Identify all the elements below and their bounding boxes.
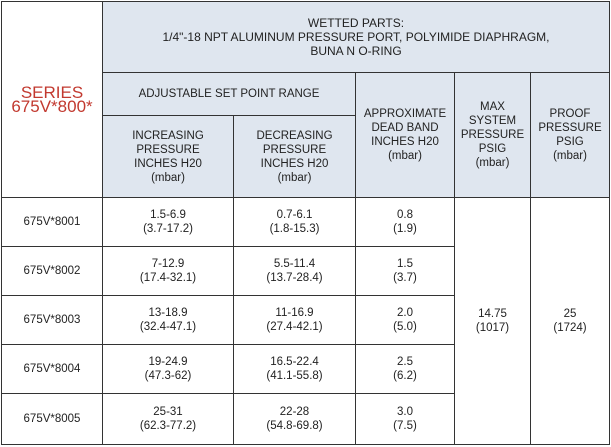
decreasing-cell (234, 198, 356, 247)
dead-band-value: 1.5 (397, 258, 413, 270)
decreasing-h1: DECREASING (256, 129, 333, 142)
dead-band-value: 2.0 (397, 307, 413, 319)
increasing-cell (103, 247, 234, 296)
dead-band-h4: (mbar) (388, 150, 422, 162)
decreasing-cell (234, 296, 356, 345)
max-system-value: 14.75 (478, 308, 507, 320)
increasing-mbar: (47.3-62) (144, 370, 192, 382)
decreasing-mbar: (41.1-55.8) (266, 370, 323, 382)
model-cell: 675V*8002 (2, 247, 103, 296)
increasing-value: 25-31 (153, 406, 183, 418)
increasing-h2: PRESSURE (136, 143, 200, 156)
decreasing-value: 11-16.9 (275, 307, 314, 319)
model-cell: 675V*8003 (2, 296, 103, 345)
increasing-value: 1.5-6.9 (150, 209, 186, 221)
series-cell (2, 2, 103, 198)
max-system-h5: (mbar) (475, 157, 510, 169)
increasing-value: 19-24.9 (148, 356, 188, 368)
dead-band-cell (356, 345, 455, 394)
proof-value: 25 (563, 308, 577, 320)
dead-band-h1: APPROXIMATE (363, 108, 447, 120)
model-cell: 675V*8004 (2, 345, 103, 394)
increasing-h1: INCREASING (132, 129, 204, 142)
increasing-mbar: (62.3-77.2) (139, 420, 197, 432)
dead-band-value: 2.5 (397, 356, 413, 368)
model-cell: 675V*8001 (2, 198, 103, 247)
series-label: SERIES (20, 82, 84, 102)
increasing-mbar: (32.4-47.1) (139, 321, 197, 333)
spec-table-container (1, 1, 610, 445)
spec-table (1, 1, 610, 445)
proof-h2: PRESSURE (538, 122, 602, 134)
max-system-h4: PSIG (478, 143, 507, 155)
decreasing-value: 22-28 (279, 406, 310, 418)
dead-band-value: 0.8 (397, 209, 413, 221)
dead-band-cell (356, 296, 455, 345)
increasing-cell (103, 345, 234, 394)
decreasing-h2: PRESSURE (262, 143, 327, 156)
dead-band-cell (356, 247, 455, 296)
max-system-h1: MAX (480, 101, 505, 113)
proof-mbar: (1724) (553, 322, 587, 334)
dead-band-value: 3.0 (397, 406, 413, 418)
increasing-cell (103, 394, 234, 445)
max-system-h2: SYSTEM (468, 115, 517, 127)
dead-band-mbar: (1.9) (393, 223, 417, 235)
wetted-line-3: BUNA N O-RING (310, 44, 402, 58)
decreasing-cell (234, 345, 356, 394)
increasing-mbar: (17.4-32.1) (139, 272, 197, 284)
decreasing-value: 0.7-6.1 (276, 209, 313, 221)
wetted-title: WETTED PARTS: (307, 16, 405, 30)
dead-band-mbar: (7.5) (393, 420, 417, 432)
wetted-parts-header (103, 2, 610, 73)
decreasing-mbar: (13.7-28.4) (266, 272, 323, 284)
decreasing-h3: INCHES H20 (260, 157, 329, 170)
table-row (2, 198, 610, 247)
decreasing-pressure-header (234, 116, 356, 198)
decreasing-cell (234, 394, 356, 445)
dead-band-mbar: (3.7) (393, 272, 417, 284)
increasing-pressure-header (103, 116, 234, 198)
proof-pressure-cell (531, 198, 610, 445)
proof-h4: (mbar) (553, 150, 587, 162)
adjustable-set-point-header: ADJUSTABLE SET POINT RANGE (103, 73, 356, 116)
dead-band-mbar: (5.0) (393, 321, 417, 333)
increasing-value: 7-12.9 (151, 258, 185, 270)
decreasing-cell (234, 247, 356, 296)
decreasing-value: 16.5-22.4 (270, 356, 319, 368)
max-system-header (455, 73, 531, 198)
decreasing-mbar: (54.8-69.8) (266, 420, 323, 432)
decreasing-mbar: (27.4-42.1) (266, 321, 323, 333)
wetted-line-2: 1/4"-18 NPT ALUMINUM PRESSURE PORT, POLYIMIDE DIAPHRAGM, (162, 30, 550, 44)
dead-band-cell (356, 394, 455, 445)
dead-band-h3: INCHES H20 (371, 136, 439, 148)
increasing-value: 13-18.9 (148, 307, 188, 319)
dead-band-cell (356, 198, 455, 247)
max-system-cell (455, 198, 531, 445)
increasing-h4: (mbar) (151, 171, 185, 184)
increasing-mbar: (3.7-17.2) (143, 223, 193, 235)
proof-h3: PSIG (556, 136, 584, 148)
max-system-h3: PRESSURE (460, 129, 525, 141)
series-code: 675V*800* (11, 96, 93, 116)
dead-band-mbar: (6.2) (393, 370, 417, 382)
decreasing-mbar: (1.8-15.3) (269, 223, 320, 235)
increasing-cell (103, 198, 234, 247)
dead-band-header (356, 73, 455, 198)
dead-band-h2: DEAD BAND (371, 122, 439, 134)
max-system-mbar: (1017) (475, 322, 510, 334)
proof-h1: PROOF (549, 108, 591, 120)
model-cell: 675V*8005 (2, 394, 103, 445)
increasing-h3: INCHES H20 (134, 157, 202, 170)
decreasing-value: 5.5-11.4 (273, 258, 316, 270)
increasing-cell (103, 296, 234, 345)
proof-pressure-header (531, 73, 610, 198)
decreasing-h4: (mbar) (277, 171, 312, 184)
